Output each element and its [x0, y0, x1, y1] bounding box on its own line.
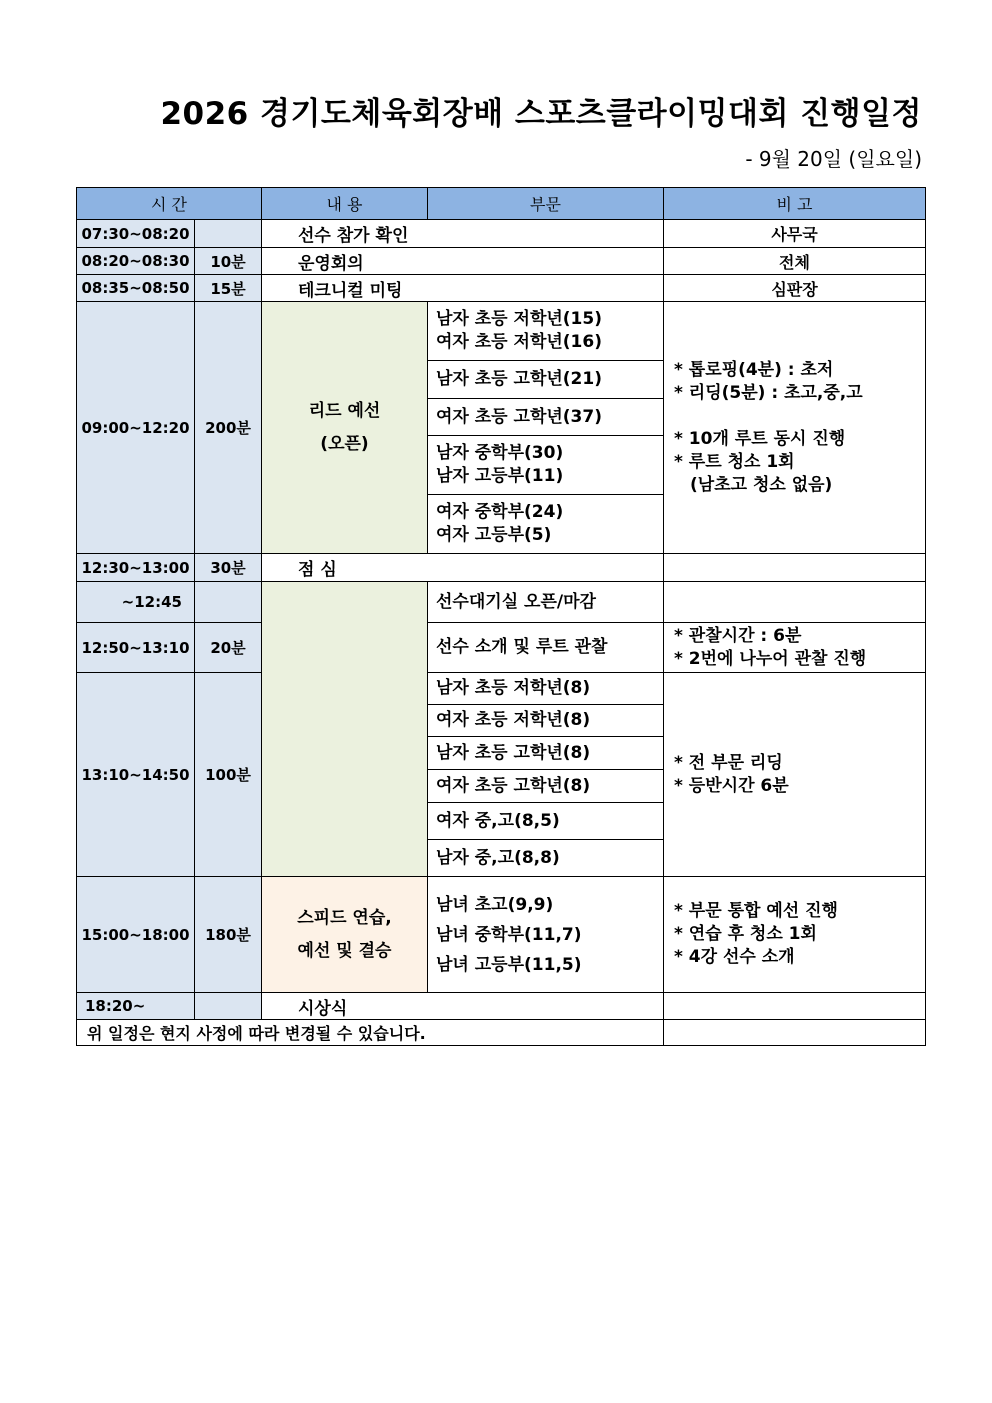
time-cell: ~12:45 — [77, 582, 195, 623]
remarks-line: (남초고 청소 없음) — [690, 474, 833, 495]
remarks-line: * 리딩(5분) : 초고,중,고 — [674, 382, 863, 403]
table-row — [77, 275, 926, 302]
duration-cell — [195, 582, 262, 623]
remarks-cell — [664, 877, 926, 993]
remarks-cell: 전체 — [664, 248, 926, 275]
schedule-table — [76, 187, 926, 1046]
header-category: 부문 — [428, 188, 664, 220]
content-cell: 선수 참가 확인 — [262, 220, 664, 248]
category-line: 남녀 고등부(11,5) — [436, 954, 582, 975]
category-cell: 선수대기실 오픈/마감 — [428, 582, 664, 623]
duration-cell — [195, 993, 262, 1020]
content-line: 예선 및 결승 — [297, 940, 392, 961]
category-line: 남녀 중학부(11,7) — [436, 924, 582, 945]
table-row — [77, 302, 926, 361]
duration-cell: 100분 — [195, 673, 262, 877]
category-cell: 선수 소개 및 루트 관찰 — [428, 623, 664, 673]
page-title: 2026 경기도체육회장배 스포츠클라이밍대회 진행일정 — [160, 96, 922, 132]
time-cell: 07:30~08:20 — [77, 220, 195, 248]
time-cell: 08:20~08:30 — [77, 248, 195, 275]
duration-cell — [195, 220, 262, 248]
table-row — [77, 554, 926, 582]
category-cell — [428, 302, 664, 361]
content-cell — [262, 877, 428, 993]
table-row — [77, 673, 926, 705]
content-cell: 시상식 — [262, 993, 664, 1020]
category-cell: 남자 초등 저학년(8) — [428, 673, 664, 705]
footer-empty-cell — [664, 1020, 926, 1046]
time-cell: 08:35~08:50 — [77, 275, 195, 302]
category-cell: 남자 초등 고학년(8) — [428, 737, 664, 770]
footer-note: 위 일정은 현지 사정에 따라 변경될 수 있습니다. — [77, 1020, 664, 1046]
duration-cell: 200분 — [195, 302, 262, 554]
content-cell — [262, 582, 428, 877]
category-line: 여자 초등 저학년(16) — [436, 332, 602, 352]
remarks-line: * 2번에 나누어 관찰 진행 — [674, 648, 867, 669]
remarks-line: * 관찰시간 : 6분 — [674, 625, 802, 646]
duration-cell: 180분 — [195, 877, 262, 993]
time-cell: 13:10~14:50 — [77, 673, 195, 877]
remarks-line: * 루트 청소 1회 — [674, 451, 795, 472]
table-row — [77, 248, 926, 275]
remarks-line: * 등반시간 6분 — [674, 775, 789, 796]
duration-cell: 20분 — [195, 623, 262, 673]
category-cell — [428, 877, 664, 993]
remarks-cell — [664, 302, 926, 554]
remarks-line: * 10개 루트 동시 진행 — [674, 428, 846, 449]
remarks-cell — [664, 673, 926, 877]
category-cell — [428, 495, 664, 554]
category-cell: 여자 중,고(8,5) — [428, 803, 664, 840]
remarks-line: * 4강 선수 소개 — [674, 947, 795, 967]
table-row — [77, 582, 926, 623]
remarks-cell — [664, 623, 926, 673]
table-row — [77, 877, 926, 993]
duration-cell: 15분 — [195, 275, 262, 302]
category-cell — [428, 436, 664, 495]
time-cell: 09:00~12:20 — [77, 302, 195, 554]
category-line: 남자 초등 저학년(15) — [436, 309, 602, 329]
remarks-gap — [674, 405, 925, 428]
category-cell: 여자 초등 고학년(8) — [428, 770, 664, 803]
table-row — [77, 220, 926, 248]
content-cell: 테크니컬 미팅 — [262, 275, 664, 302]
duration-cell: 10분 — [195, 248, 262, 275]
category-cell: 여자 초등 저학년(8) — [428, 705, 664, 737]
time-cell: 12:30~13:00 — [77, 554, 195, 582]
category-line: 남자 고등부(11) — [436, 466, 564, 486]
remarks-cell — [664, 582, 926, 623]
category-cell: 남자 중,고(8,8) — [428, 840, 664, 877]
category-line: 남녀 초고(9,9) — [436, 894, 554, 915]
table-row — [77, 623, 926, 673]
content-cell: 점 심 — [262, 554, 664, 582]
content-line: 리드 예선 — [308, 400, 381, 421]
time-cell: 18:20~ — [77, 993, 195, 1020]
time-cell: 12:50~13:10 — [77, 623, 195, 673]
content-line: 스피드 연습, — [297, 907, 392, 928]
duration-cell: 30분 — [195, 554, 262, 582]
remarks-line: * 톱로핑(4분) : 초저 — [674, 359, 834, 380]
content-line: (오픈) — [320, 433, 369, 454]
remarks-line: * 연습 후 청소 1회 — [674, 924, 817, 944]
content-cell — [262, 302, 428, 554]
header-time: 시 간 — [77, 188, 262, 220]
category-line: 여자 고등부(5) — [436, 525, 552, 545]
remarks-cell — [664, 554, 926, 582]
content-cell: 운영회의 — [262, 248, 664, 275]
footer-row — [77, 1020, 926, 1046]
remarks-cell — [664, 993, 926, 1020]
category-cell: 남자 초등 고학년(21) — [428, 361, 664, 399]
remarks-line: * 전 부문 리딩 — [674, 752, 783, 773]
table-row — [77, 993, 926, 1020]
header-content: 내 용 — [262, 188, 428, 220]
page-subtitle: - 9월 20일 (일요일) — [745, 147, 922, 171]
category-cell: 여자 초등 고학년(37) — [428, 399, 664, 436]
remarks-cell: 심판장 — [664, 275, 926, 302]
header-remarks: 비 고 — [664, 188, 926, 220]
remarks-line: * 부문 통합 예선 진행 — [674, 901, 838, 921]
category-line: 여자 중학부(24) — [436, 502, 564, 522]
time-cell: 15:00~18:00 — [77, 877, 195, 993]
category-line: 남자 중학부(30) — [436, 443, 564, 463]
header-row — [77, 188, 926, 220]
remarks-cell: 사무국 — [664, 220, 926, 248]
